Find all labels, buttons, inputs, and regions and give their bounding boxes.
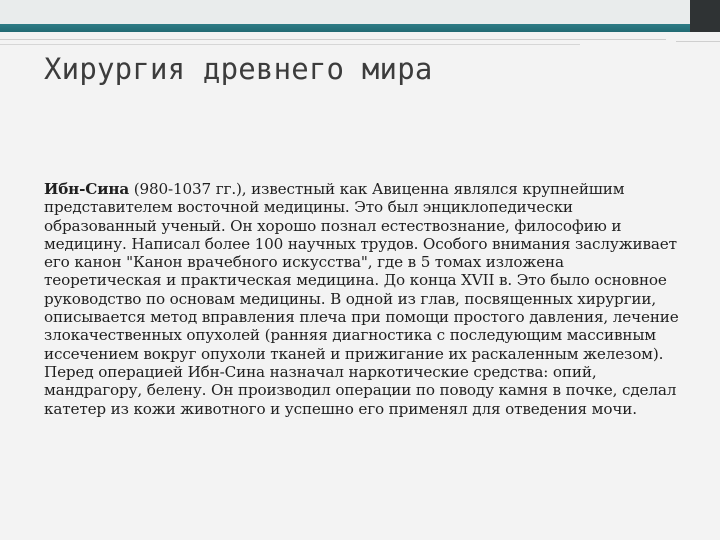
divider-line [0, 39, 666, 40]
slide-body [44, 180, 684, 418]
body-bold-name: Ибн-Сина [44, 180, 130, 198]
divider-line [0, 44, 580, 45]
body-text: (980-1037 гг.), известный как Авиценна являлся крупнейшим представителем восточной медицины. Это был энциклопедически образованный ученый. Он хорошо познал естествознание, философию и медицину. Написал более 100 научных трудов. Особого внимания заслуживает его канон "Канон врачебного искусства", где в 5 томах изложена теоретическая и практическая медицина. До конца XVII в. Это было основное руководство по основам медицины. В одной из глав, посвященных хирургии, описывается метод вправления плеча при помощи простого давления, лечение злокачественных опухолей (ранняя диагностика с последующим массивным иссечением вокруг опухоли тканей и прижигание их раскаленным железом). Перед операцией Ибн-Сина назначал наркотические средства: опий, мандрагору, белену. Он производил операции по поводу камня в почке, сделал катетер из кожи животного и успешно его применял для отведения мочи. [44, 180, 679, 418]
header-band [0, 0, 720, 26]
slide-title: Хирургия древнего мира [44, 52, 433, 86]
corner-block [690, 0, 720, 32]
accent-bar [0, 24, 690, 32]
divider-line [676, 41, 720, 42]
